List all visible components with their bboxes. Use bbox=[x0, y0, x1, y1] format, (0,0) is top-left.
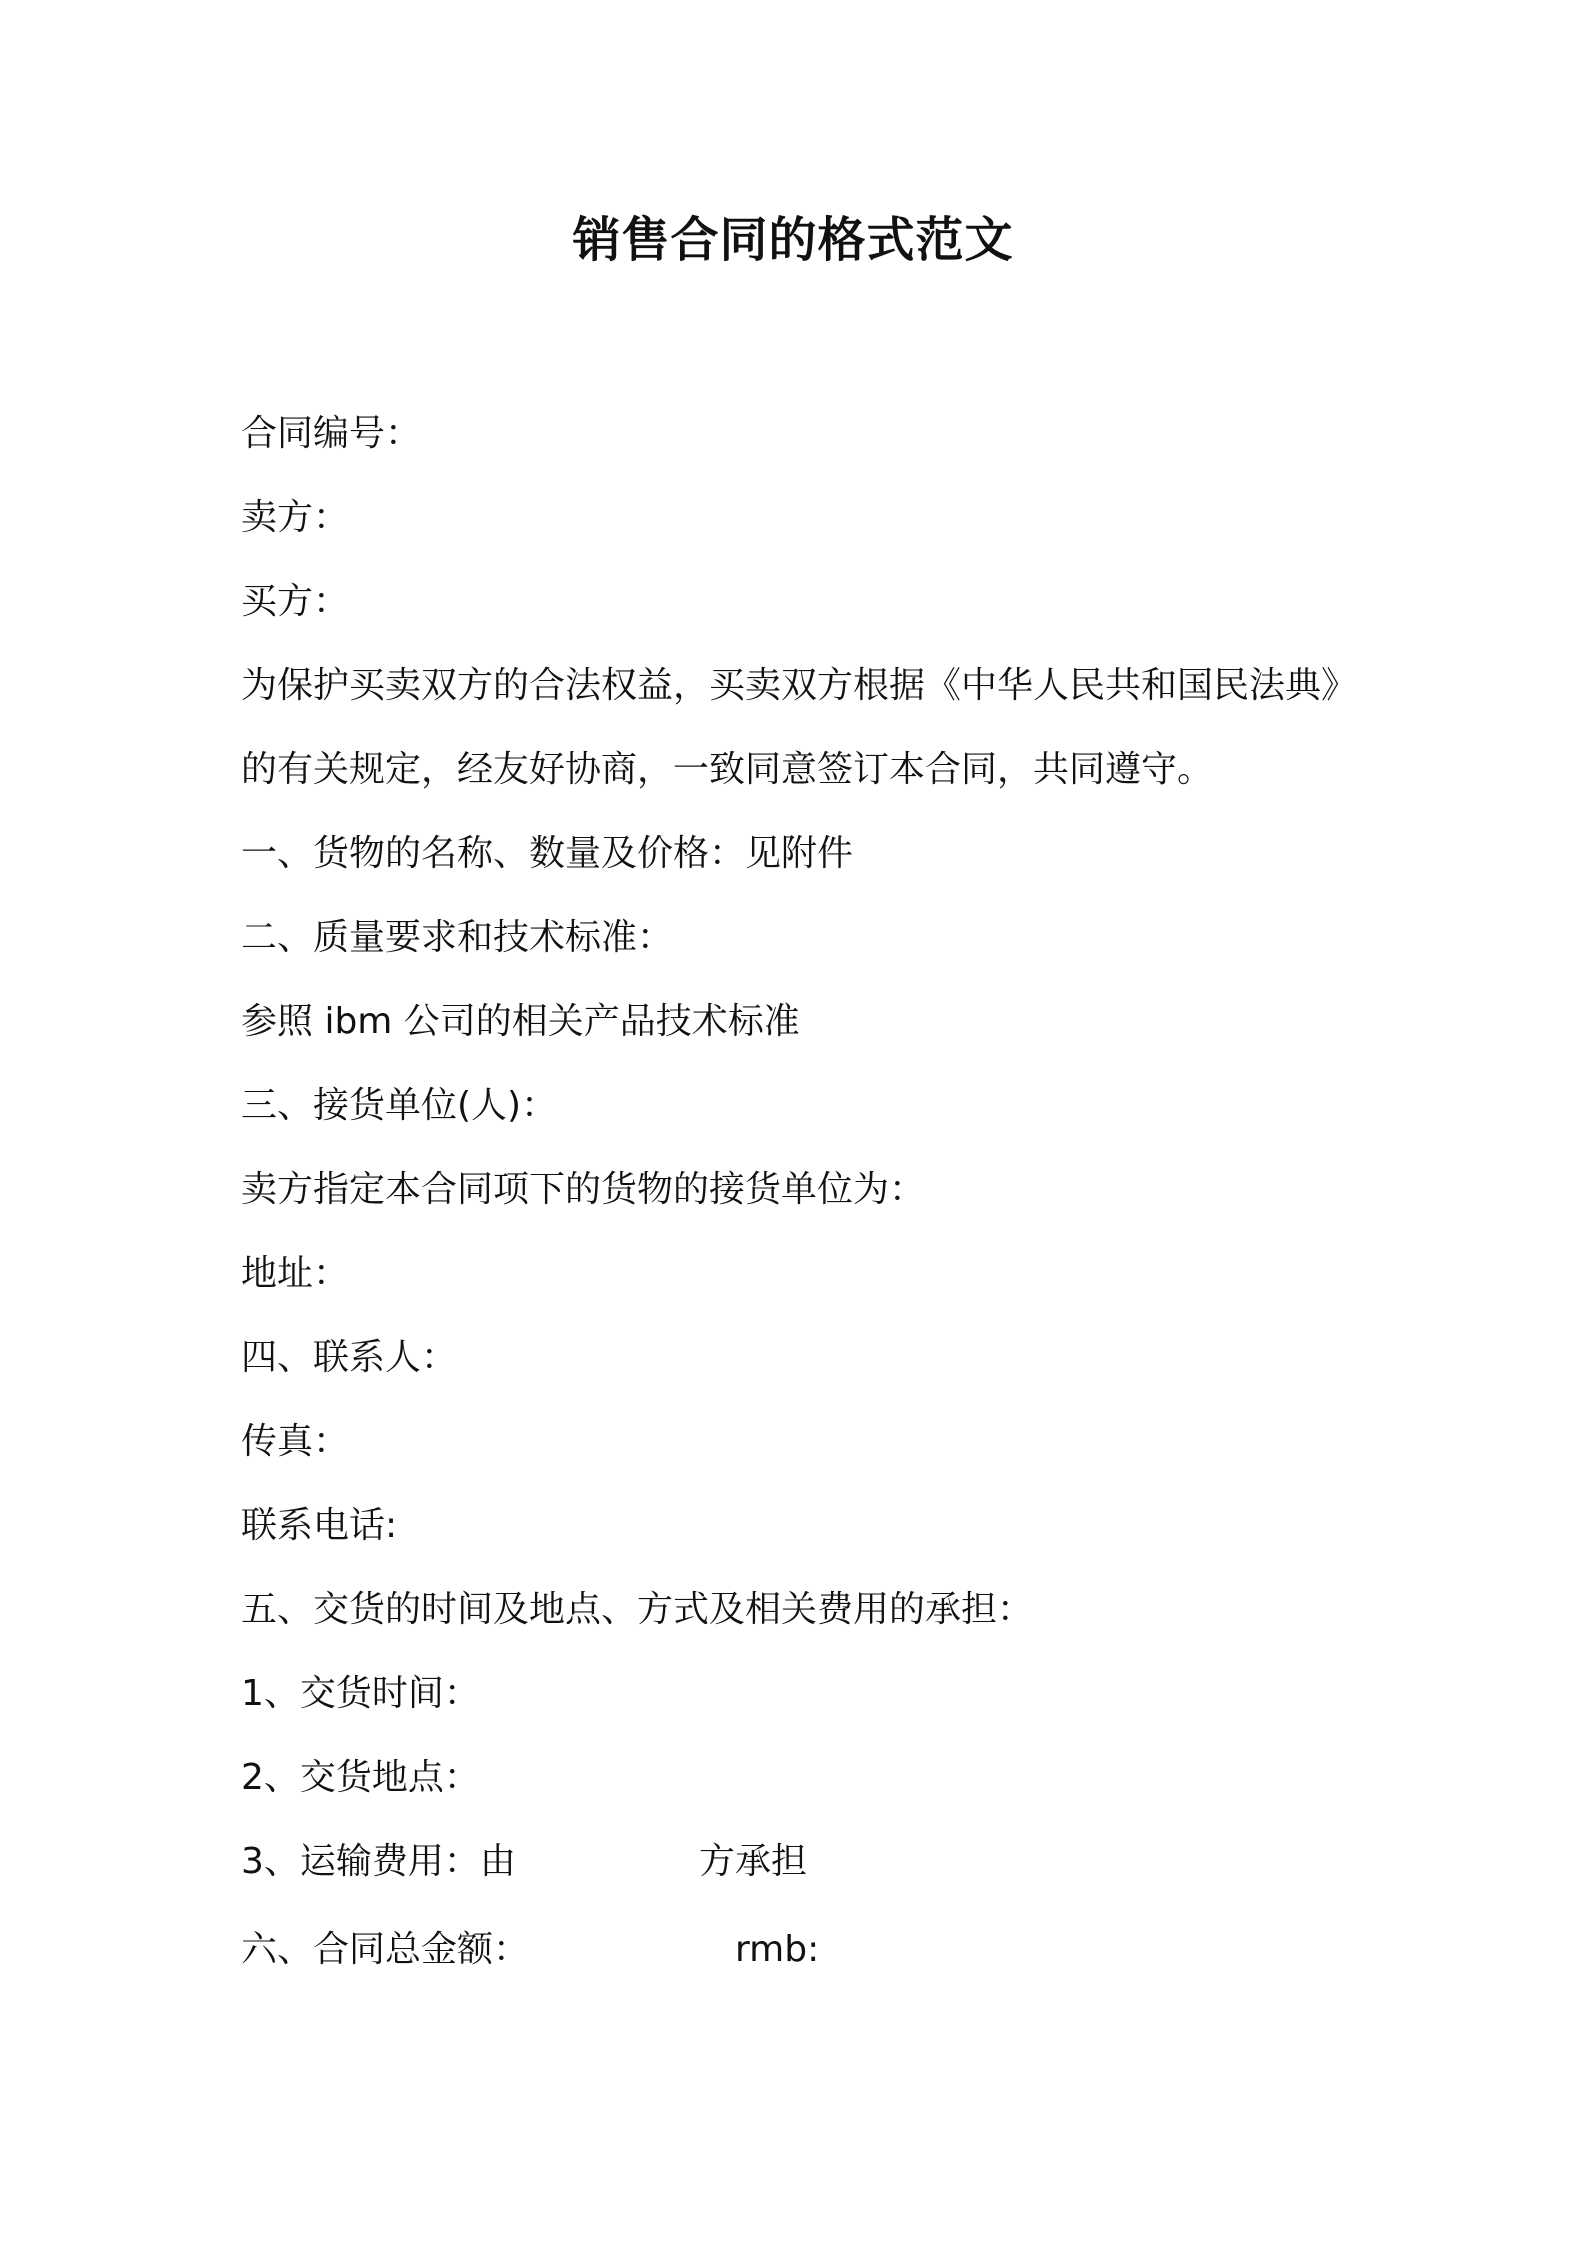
seller-line: 卖方： bbox=[241, 497, 350, 538]
section-2-heading: 二、质量要求和技术标准： bbox=[241, 917, 674, 958]
buyer-line: 买方： bbox=[241, 581, 350, 622]
delivery-time-line: 1、交货时间： bbox=[241, 1673, 480, 1714]
section-6-heading: 六、合同总金额： rmb: bbox=[241, 1929, 820, 1970]
transport-cost-line: 3、运输费用：由 方承担 bbox=[241, 1841, 807, 1882]
section-3-heading: 三、接货单位(人)： bbox=[241, 1085, 558, 1126]
delivery-place-line: 2、交货地点： bbox=[241, 1757, 480, 1798]
section-2-body: 参照 ibm 公司的相关产品技术标准 bbox=[241, 1001, 800, 1042]
section-4-heading: 四、联系人： bbox=[241, 1337, 458, 1378]
contract-number-line: 合同编号： bbox=[241, 413, 422, 454]
fax-line: 传真： bbox=[241, 1421, 350, 1462]
preamble-line-1: 为保护买卖双方的合法权益，买卖双方根据《中华人民共和国民法典》 bbox=[241, 665, 1358, 706]
section-5-heading: 五、交货的时间及地点、方式及相关费用的承担： bbox=[241, 1589, 1034, 1630]
preamble-line-2: 的有关规定，经友好协商，一致同意签订本合同，共同遵守。 bbox=[241, 749, 1214, 790]
section-1-heading: 一、货物的名称、数量及价格：见附件 bbox=[241, 833, 854, 874]
document-title: 销售合同的格式范文 bbox=[572, 212, 1014, 268]
phone-line: 联系电话: bbox=[241, 1505, 398, 1546]
address-line: 地址： bbox=[241, 1253, 350, 1294]
section-3-body: 卖方指定本合同项下的货物的接货单位为： bbox=[241, 1169, 926, 1210]
